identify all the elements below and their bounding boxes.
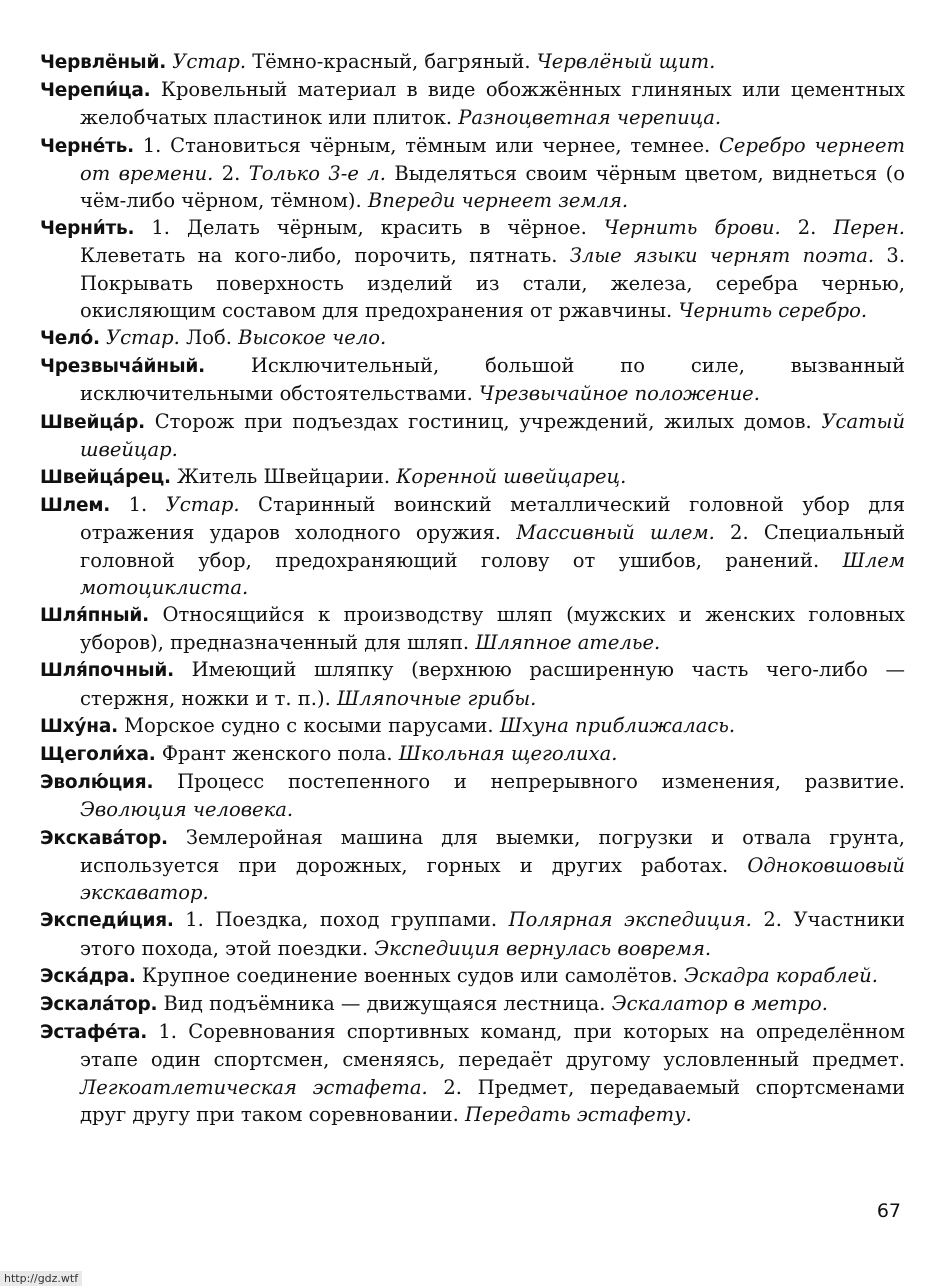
entry-headword: Червлёный.: [40, 52, 167, 73]
entry-headword: Шху́на.: [40, 715, 118, 737]
dictionary-entry: [40, 463, 905, 491]
entry-example: Червлёный щит.: [536, 50, 716, 73]
entry-headword: Черни́ть.: [40, 218, 135, 240]
entry-headword: Швейца́р.: [40, 411, 145, 433]
entry-definition: 2. Предмет, передаваемый спортсменами друг другу при таком соревновании.: [80, 1075, 905, 1126]
entry-example: Устар.: [106, 326, 180, 350]
watermark-url: http://gdz.wtf: [0, 1271, 82, 1286]
entry-example: Коренной швейцарец.: [396, 465, 627, 489]
entry-headword: Эскала́тор.: [40, 993, 158, 1015]
dictionary-entry: [40, 990, 905, 1018]
entry-definition: 2.: [221, 161, 241, 185]
dictionary-entry: [40, 906, 905, 961]
entry-definition: 2. Специальный головной убор, предохраняющий голову от ушибов, ранений.: [80, 521, 905, 572]
entry-example: Перен.: [833, 216, 906, 240]
entry-headword: Щеголи́ха.: [40, 744, 156, 766]
entry-headword: Эска́дра.: [40, 965, 136, 987]
entry-example: Эволюция человека.: [80, 798, 294, 822]
entry-example: Массивный шлем.: [516, 521, 715, 545]
entry-definition: Кровельный материал в виде обожжённых глиняных или цементных желобчатых пластинок или плиток.: [80, 78, 905, 130]
entry-definition: Житель Швейцарии.: [177, 465, 391, 489]
entry-definition: Крупное соединение военных судов или самолётов.: [141, 963, 678, 987]
entry-definition: Исключительный, большой по силе, вызванный исключительными обстоятельствами.: [80, 354, 905, 406]
dictionary-page: [40, 48, 905, 1128]
entry-definition: Землеройная машина для выемки, погрузки и отвала грунта, используется при дорожных, горных и других работах.: [80, 825, 905, 877]
dictionary-entry: [40, 656, 905, 711]
entry-definition: Вид подъёмника — движущаяся лестница.: [163, 991, 606, 1015]
entry-definition: Сторож при подъездах гостиниц, учреждений, жилых домов.: [154, 409, 812, 433]
entry-headword: Черепи́ца.: [40, 80, 151, 102]
entry-example: Экспедиция вернулась вовремя.: [374, 936, 712, 960]
entry-headword: Шля́пный.: [40, 605, 149, 627]
dictionary-entry: [40, 824, 905, 907]
entry-example: Полярная экспедиция.: [508, 908, 752, 932]
entry-definition: Относящийся к производству шляп (мужских и женских головных уборов), предназначенный для шляп.: [80, 603, 906, 655]
dictionary-entry: [40, 601, 905, 656]
dictionary-entry: [40, 324, 905, 352]
dictionary-entry: [40, 132, 905, 215]
dictionary-entry: [40, 352, 905, 407]
entry-headword: Эволю́ция.: [40, 772, 154, 794]
entry-example: Устар.: [172, 50, 247, 73]
entry-headword: Экскава́тор.: [40, 827, 168, 849]
entry-example: Передать эстафету.: [465, 1102, 692, 1126]
entry-example: Легкоатлетическая эстафета.: [80, 1075, 428, 1099]
page-number: 67: [876, 1200, 901, 1222]
entry-example: Эскадра кораблей.: [684, 963, 878, 987]
entry-definition: Тёмно-красный, багряный.: [252, 50, 531, 73]
dictionary-entry: [40, 48, 905, 76]
entry-headword: Шлем.: [40, 495, 111, 517]
entry-definition: 3. Покрывать поверхность изделий из стали, железа, серебра чернью, окисляющим составом для предохранения от ржавчины.: [80, 244, 906, 322]
entry-headword: Швейца́рец.: [40, 467, 171, 489]
entry-definition: 1. Поездка, поход группами.: [185, 908, 498, 932]
entry-definition: 1. Делать чёрным, красить в чёрное.: [151, 216, 587, 240]
entry-example: Шхуна приближалась.: [499, 713, 736, 737]
entry-definition: 2.: [797, 216, 817, 240]
entry-headword: Шля́почный.: [40, 660, 174, 682]
entry-definition: Старинный воинский металлический головной убор для отражения ударов холодного оружия.: [80, 493, 905, 545]
entry-example: Высокое чело.: [238, 326, 387, 350]
entry-headword: Экспеди́ция.: [40, 910, 174, 932]
entry-definition: Морское судно с косыми парусами.: [124, 713, 494, 737]
entry-example: Чрезвычайное положение.: [479, 382, 760, 406]
dictionary-entry: [40, 740, 905, 768]
entry-example: Впереди чернеет земля.: [367, 189, 629, 213]
dictionary-entry: [40, 1018, 905, 1128]
dictionary-entry: [40, 491, 905, 601]
entry-definition: Лоб.: [186, 326, 232, 350]
entry-example: Чернить серебро.: [678, 298, 868, 322]
entry-example: Устар.: [165, 493, 240, 517]
dictionary-entry: [40, 768, 905, 823]
entry-definition: Имеющий шляпку (верхнюю расширенную часть чего-либо — стержня, ножки и т. п.).: [80, 658, 905, 710]
entry-example: Шляпное ателье.: [475, 631, 661, 655]
dictionary-entry: [40, 962, 905, 990]
entry-definition: Франт женского пола.: [161, 742, 393, 766]
entry-example: Шлем мотоциклиста.: [80, 548, 906, 599]
entry-definition: Выделяться своим чёрным цветом, виднеться (о чём-либо чёрном, тёмном).: [80, 161, 905, 213]
entry-definition: 1. Становиться чёрным, тёмным или чернее, темнее.: [142, 133, 711, 157]
entry-example: Только 3-е л.: [248, 161, 386, 185]
entry-headword: Чрезвыча́йный.: [40, 356, 205, 378]
entry-example: Разноцветная черепица.: [458, 106, 722, 130]
entry-definition: Процесс постепенного и непрерывного изменения, развитие.: [177, 770, 905, 794]
entry-example: Одноковшовый экскаватор.: [80, 853, 905, 905]
dictionary-entry: [40, 214, 905, 324]
entry-example: Чернить брови.: [603, 216, 781, 240]
entry-definition: 1.: [128, 493, 148, 517]
dictionary-entry: [40, 408, 905, 463]
entry-headword: Черне́ть.: [40, 135, 134, 157]
entry-headword: Эстафе́та.: [40, 1022, 148, 1044]
entry-definition: 1. Соревнования спортивных команд, при которых на определённом этапе один спортсмен, сменяясь, передаёт другому условленный предмет.: [80, 1020, 905, 1072]
dictionary-entry: [40, 712, 905, 740]
entry-example: Шляпочные грибы.: [337, 686, 537, 710]
entry-definition: Клеветать на кого-либо, порочить, пятнать.: [80, 244, 558, 268]
entry-definition: 2. Участники этого похода, этой поездки.: [80, 908, 905, 960]
dictionary-entry: [40, 76, 905, 131]
entry-example: Злые языки чернят поэта.: [569, 244, 875, 268]
entry-headword: Чело́.: [40, 328, 100, 350]
entry-example: Эскалатор в метро.: [611, 991, 828, 1015]
entry-example: Школьная щеголиха.: [398, 742, 618, 766]
entry-example: Серебро чернеет от времени.: [80, 133, 906, 185]
entry-example: Усатый швейцар.: [80, 409, 906, 461]
